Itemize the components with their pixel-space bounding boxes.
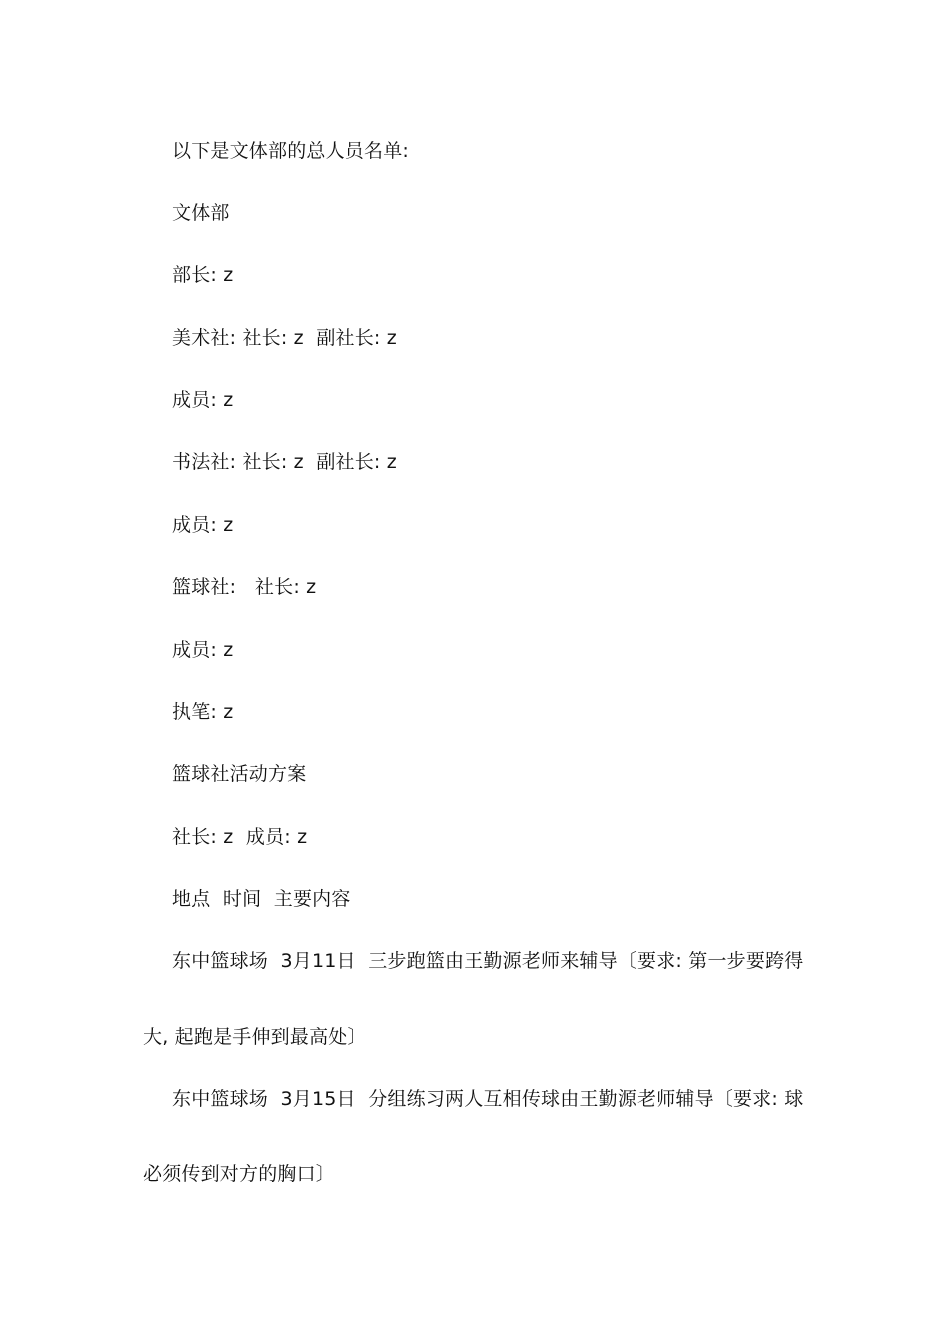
intro-line: 以下是文体部的总人员名单:	[172, 140, 410, 162]
art-club-line: 美术社: 社长: z 副社长: z	[172, 327, 397, 349]
activity1-line2: 大, 起跑是手伸到最高处〕	[143, 1026, 367, 1048]
minister-line: 部长: z	[172, 264, 234, 286]
activity1-line1: 东中篮球场 3月11日 三步跑篮由王勤源老师来辅导〔要求: 第一步要跨得	[172, 950, 804, 972]
plan-header-line: 地点 时间 主要内容	[172, 888, 351, 910]
basketball-members-line: 成员: z	[172, 639, 234, 661]
basketball-club-line: 篮球社: 社长: z	[172, 576, 317, 598]
plan-people-line: 社长: z 成员: z	[172, 826, 308, 848]
activity2-line1: 东中篮球场 3月15日 分组练习两人互相传球由王勤源老师辅导〔要求: 球	[172, 1088, 804, 1110]
activity2-line2: 必须传到对方的胸口〕	[143, 1163, 336, 1185]
calligraphy-members-line: 成员: z	[172, 514, 234, 536]
calligraphy-club-line: 书法社: 社长: z 副社长: z	[172, 451, 397, 473]
art-members-line: 成员: z	[172, 389, 234, 411]
writer-line: 执笔: z	[172, 701, 234, 723]
dept-title: 文体部	[172, 202, 230, 224]
plan-title: 篮球社活动方案	[172, 763, 307, 785]
